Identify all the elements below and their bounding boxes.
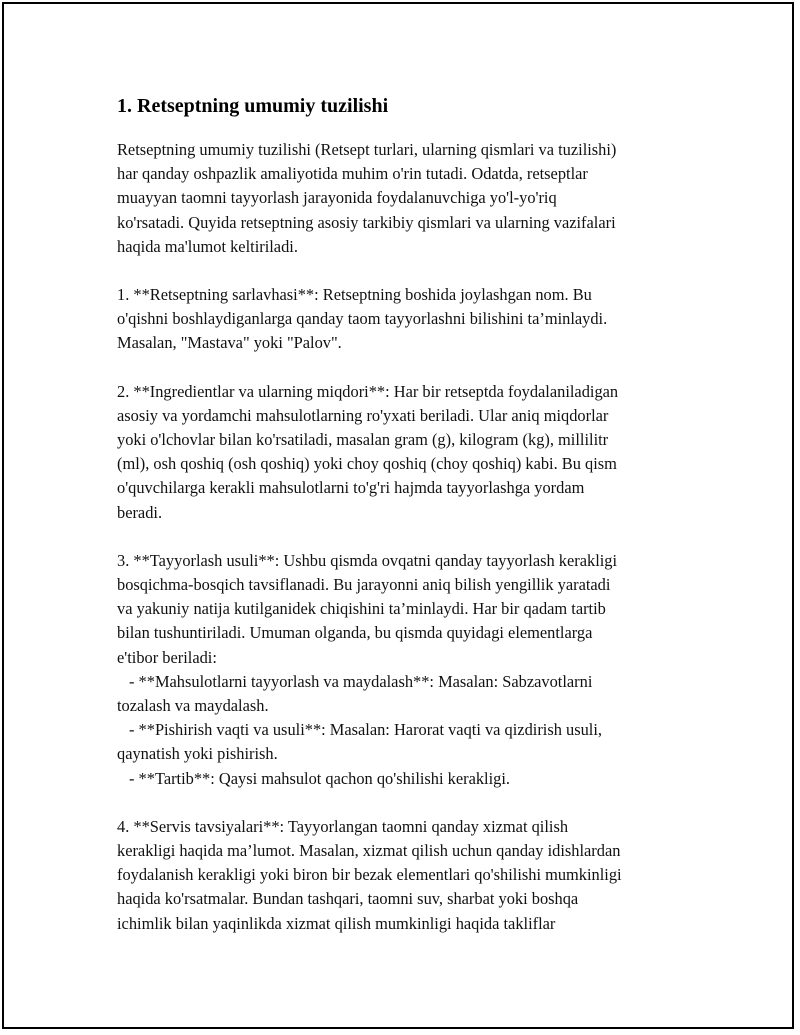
paragraph-line: kerakligi haqida ma’lumot. Masalan, xizmat qilish uchun qanday idishlardan <box>117 841 621 861</box>
paragraph-line: ko'rsatadi. Quyida retseptning asosiy tarkibiy qismlari va ularning vazifalari <box>117 212 616 232</box>
document-title: 1. Retseptning umumiy tuzilishi <box>117 95 389 117</box>
paragraph-line: 3. **Tayyorlash usuli**: Ushbu qismda ovqatni qanday tayyorlash kerakligi <box>117 550 618 570</box>
section-ingredients <box>117 380 692 525</box>
paragraph-line: Masalan, "Mastava" yoki "Palov". <box>117 333 342 353</box>
paragraph-line: haqida ko'rsatmalar. Bundan tashqari, taomni suv, sharbat yoki boshqa <box>117 889 579 909</box>
sub-item-line: - **Pishirish vaqti va usuli**: Masalan: Harorat vaqti va qizdirish usuli, <box>129 720 602 740</box>
intro-paragraph <box>117 138 692 259</box>
paragraph-line: Retseptning umumiy tuzilishi (Retsept turlari, ularning qismlari va tuzilishi) <box>117 140 617 159</box>
paragraph-line: foydalanish kerakligi yoki biron bir bezak elementlari qo'shilishi mumkinligi <box>117 865 622 885</box>
paragraph-line: o'qishni boshlaydiganlarga qanday taom tayyorlashni bilishini ta’minlaydi. <box>117 309 608 329</box>
paragraph-line: (ml), osh qoshiq (osh qoshiq) yoki choy qoshiq (choy qoshiq) kabi. Bu qism <box>117 454 617 474</box>
section-preparation <box>117 549 692 791</box>
sub-item-line: qaynatish yoki pishirish. <box>117 744 278 764</box>
section-serving <box>117 815 692 936</box>
paragraph-line: bosqichma-bosqich tavsiflanadi. Bu jarayonni aniq bilish yengillik yaratadi <box>117 575 611 595</box>
sub-item-line: tozalash va maydalash. <box>117 696 269 716</box>
section-recipe-title <box>117 283 692 356</box>
paragraph-line: ichimlik bilan yaqinlikda xizmat qilish mumkinligi haqida takliflar <box>117 913 556 933</box>
paragraph-line: haqida ma'lumot keltiriladi. <box>117 236 298 256</box>
paragraph-line: beradi. <box>117 502 163 522</box>
paragraph-line: yoki o'lchovlar bilan ko'rsatiladi, masalan gram (g), kilogram (kg), millilitr <box>117 430 609 450</box>
paragraph-line: asosiy va yordamchi mahsulotlarning ro'yxati beriladi. Ular aniq miqdorlar <box>117 405 609 425</box>
paragraph-line: muayyan taomni tayyorlash jarayonida foydalanuvchiga yo'l-yo'riq <box>117 188 557 208</box>
sub-item-line: - **Mahsulotlarni tayyorlash va maydalash**: Masalan: Sabzavotlarni <box>129 671 593 691</box>
paragraph-line: har qanday oshpazlik amaliyotida muhim o'rin tutadi. Odatda, retseptlar <box>117 164 588 184</box>
paragraph-line: va yakuniy natija kutilganidek chiqishini ta’minlaydi. Har bir qadam tartib <box>117 599 606 619</box>
paragraph-line: 1. **Retseptning sarlavhasi**: Retseptning boshida joylashgan nom. Bu <box>117 285 592 305</box>
paragraph-line: 4. **Servis tavsiyalari**: Tayyorlangan taomni qanday xizmat qilish <box>117 816 569 836</box>
sub-item-line: - **Tartib**: Qaysi mahsulot qachon qo'shilishi kerakligi. <box>129 768 511 788</box>
paragraph-line: bilan tushuntiriladi. Umuman olganda, bu qismda quyidagi elementlarga <box>117 623 593 643</box>
paragraph-line: e'tibor beriladi: <box>117 647 217 667</box>
document-body <box>117 93 692 960</box>
paragraph-line: 2. **Ingredientlar va ularning miqdori**: Har bir retseptda foydalaniladigan <box>117 381 619 401</box>
paragraph-line: o'quvchilarga kerakli mahsulotlarni to'g'ri hajmda tayyorlashga yordam <box>117 478 585 498</box>
